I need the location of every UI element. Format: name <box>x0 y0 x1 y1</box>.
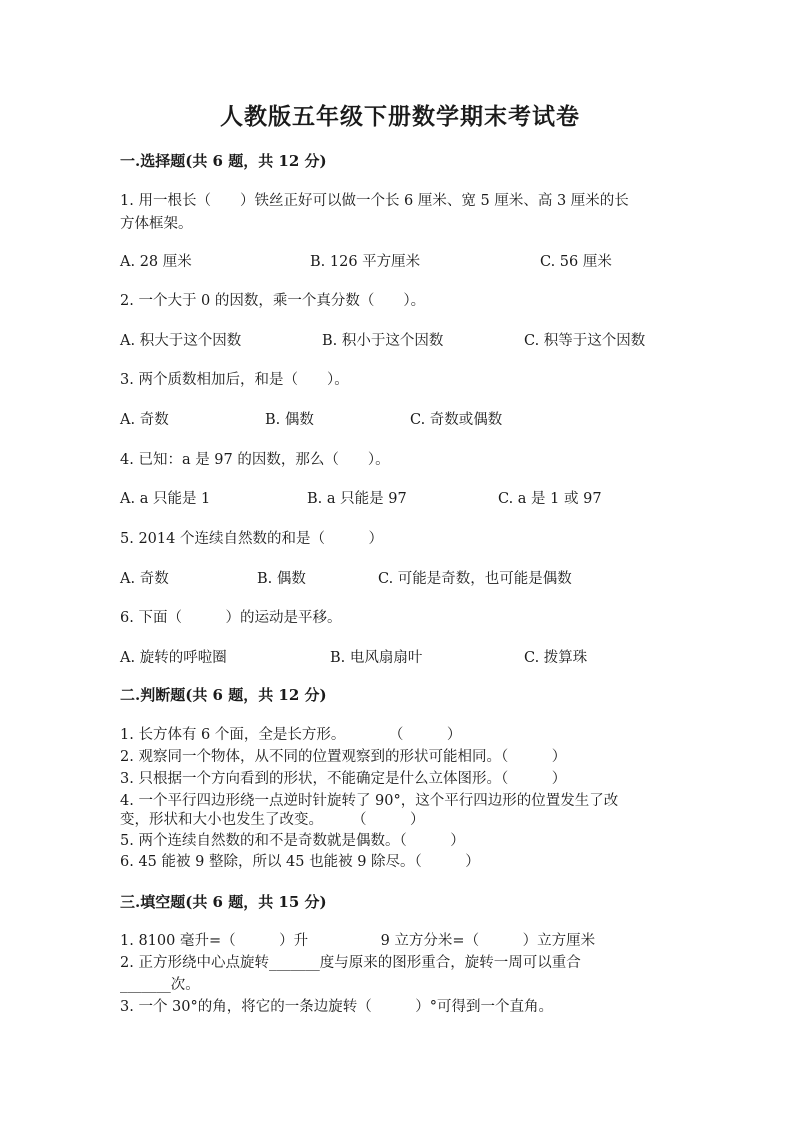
judgement-line-3: 3. 只根据一个方向看到的形状，不能确定是什么立体图形。（ ） <box>120 771 567 787</box>
q4-option-c: C. a 是 1 或 97 <box>498 491 602 507</box>
judgement-line-5: 5. 两个连续自然数的和不是奇数就是偶数。（ ） <box>120 833 465 849</box>
section-heading-fill: 三.填空题(共 6 题，共 15 分) <box>120 893 327 911</box>
q4-option-b: B. a 只能是 97 <box>307 491 407 507</box>
fill-line-2: 2. 正方形绕中心点旋转_______度与原来的图形重合，旋转一周可以重合 <box>120 955 581 971</box>
q1-option-a: A. 28 厘米 <box>120 254 192 270</box>
fill-line-1: 1. 8100 毫升=（ ）升 9 立方分米=（ ）立方厘米 <box>120 933 596 949</box>
section-heading-judgement: 二.判断题(共 6 题，共 12 分) <box>120 686 327 704</box>
q3-option-a: A. 奇数 <box>120 412 169 428</box>
judgement-line-4: 4. 一个平行四边形绕一点逆时针旋转了 90°，这个平行四边形的位置发生了改 <box>120 793 619 809</box>
q2-option-a: A. 积大于这个因数 <box>120 333 242 349</box>
q6-option-b: B. 电风扇扇叶 <box>330 650 423 666</box>
question-5: 5. 2014 个连续自然数的和是（ ） <box>120 531 383 547</box>
judgement-line-6: 6. 45 能被 9 整除，所以 45 也能被 9 除尽。（ ） <box>120 854 480 870</box>
question-4: 4. 已知：a 是 97 的因数，那么（ ）。 <box>120 452 390 468</box>
question-1-line-1: 1. 用一根长（ ）铁丝正好可以做一个长 6 厘米、宽 5 厘米、高 3 厘米的长 <box>120 193 629 209</box>
q5-option-a: A. 奇数 <box>120 571 169 587</box>
q2-option-c: C. 积等于这个因数 <box>524 333 646 349</box>
section-heading-choice: 一.选择题(共 6 题，共 12 分) <box>120 152 327 170</box>
q6-option-a: A. 旋转的呼啦圈 <box>120 650 227 666</box>
question-1-line-2: 方体框架。 <box>120 216 193 232</box>
q6-option-c: C. 拨算珠 <box>524 650 588 666</box>
q3-option-c: C. 奇数或偶数 <box>410 412 503 428</box>
q2-option-b: B. 积小于这个因数 <box>322 333 444 349</box>
q1-option-b: B. 126 平方厘米 <box>310 254 421 270</box>
fill-line-3: 3. 一个 30°的角，将它的一条边旋转（ ）°可得到一个直角。 <box>120 999 554 1015</box>
question-6: 6. 下面（ ）的运动是平移。 <box>120 610 342 626</box>
q4-option-a: A. a 只能是 1 <box>120 491 211 507</box>
fill-line-2-cont: _______次。 <box>120 977 200 993</box>
question-3: 3. 两个质数相加后，和是（ ）。 <box>120 372 349 388</box>
question-2: 2. 一个大于 0 的因数，乘一个真分数（ ）。 <box>120 293 426 309</box>
judgement-line-2: 2. 观察同一个物体，从不同的位置观察到的形状可能相同。（ ） <box>120 749 567 765</box>
page-title: 人教版五年级下册数学期末考试卷 <box>220 103 580 130</box>
q5-option-c: C. 可能是奇数，也可能是偶数 <box>378 571 572 587</box>
q1-option-c: C. 56 厘米 <box>540 254 612 270</box>
q3-option-b: B. 偶数 <box>265 412 314 428</box>
q5-option-b: B. 偶数 <box>257 571 306 587</box>
judgement-line-4-cont: 变，形状和大小也发生了改变。 （ ） <box>120 812 425 828</box>
judgement-line-1: 1. 长方体有 6 个面，全是长方形。 （ ） <box>120 727 462 743</box>
